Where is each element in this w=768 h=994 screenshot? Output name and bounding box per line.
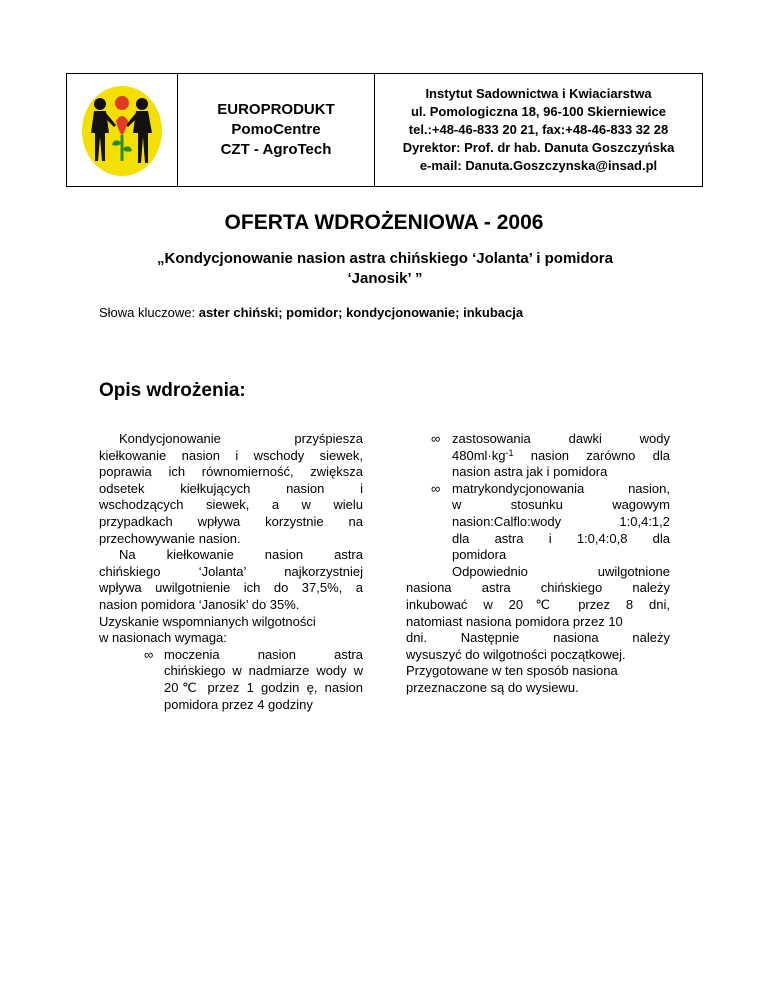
institute-name: Instytut Sadownictwa i Kwiaciarstwa [425,86,652,101]
bullet-item [99,647,363,713]
paragraph-line: w nasionach wymaga: [99,630,227,646]
unit-text: 480ml·kg [452,447,506,463]
keywords [99,305,523,320]
bullet-item [406,481,670,564]
paragraph-line: kiełkowanie nasion i wschody siewek, [99,447,363,463]
institute-logo [78,81,166,179]
bullet-line: nasion:Calflo:wody 1:0,4:1,2 [452,513,670,529]
institute-address: ul. Pomologiczna 18, 96-100 Skierniewice [410,104,667,119]
bullet-icon: ∞ [431,480,441,496]
paragraph-line: wpływa uwilgotnienie ich do 37,5%, a [99,580,363,596]
paragraph-line: dni. Następnie nasiona należy [406,630,670,646]
paragraph-line: Kondycjonowanie przyśpiesza [119,431,363,446]
section-title: Opis wdrożenia: [99,380,246,401]
paragraph-line: Odpowiednio uwilgotnione [452,563,670,579]
org-line: PomoCentre [231,121,321,138]
paragraph-line: przypadkach wpływa korzystnie na [99,513,363,529]
paragraph-line: przeznaczone są do wysiewu. [406,679,579,695]
header-table [66,73,703,187]
keywords-label: Słowa kluczowe: [99,305,199,320]
institute-phone: tel.:+48-46-833 20 21, fax:+48-46-833 32 28 [408,122,669,137]
bullet-icon: ∞ [431,431,441,446]
keywords-value: aster chiński; pomidor; kondycjonowanie; inkubacja [198,305,524,320]
institute-director: Dyrektor: Prof. dr hab. Danuta Goszczyńska [402,140,675,155]
bullet-line: nasion astra jak i pomidora [452,464,608,480]
institute-cell [375,74,702,186]
subtitle [100,249,670,289]
unit-exponent: -1 [505,447,514,458]
bullet-line: matrykondycjonowania nasion, [452,480,670,496]
org-line: CZT - AgroTech [220,141,332,158]
org-line: EUROPRODUKT [217,101,335,118]
bullet-line: w stosunku wagowym [452,497,670,513]
left-column [99,431,363,713]
paragraph-line: chińskiego ‘Jolanta’ najkorzystniej [99,563,363,579]
bullet-line: dla astra i 1:0,4:0,8 dla [452,530,670,546]
subtitle-line: „Kondycjonowanie nasion astra chińskiego ‘Jolanta’ i pomidora [157,250,613,267]
bullet-line: moczenia nasion astra [164,646,363,662]
bullet-line: pomidora [452,547,507,563]
paragraph-line: nasion pomidora ‘Janosik’ do 35%. [99,596,300,612]
paragraph-line: wschodzących siewek, a w wielu [99,497,363,513]
paragraph-line: wysuszyć do wilgotności początkowej. [406,646,626,662]
paragraph-line: poprawia ich równomierność, zwiększa [99,464,363,480]
bullet-line: zastosowania dawki wody [452,431,670,446]
paragraph-line: nasiona astra chińskiego należy [406,580,670,596]
org-cell [178,74,375,186]
paragraph-line: Na kiełkowanie nasion astra [119,547,363,563]
bullet-line [452,448,670,465]
bullet-line: pomidora przez 4 godziny [164,696,313,712]
page-title: OFERTA WDROŻENIOWA - 2006 [224,211,544,234]
logo-cell [67,74,178,186]
paragraph-line: Uzyskanie wspomnianych wilgotności [99,613,316,629]
bullet-item [406,431,670,481]
paragraph-line: inkubować w 20℃ przez 8 dni, [406,596,670,612]
paragraph-line: przechowywanie nasion. [99,530,241,546]
paragraph-line: Przygotowane w ten sposób nasiona [406,663,618,679]
institute-email: e-mail: Danuta.Goszczynska@insad.pl [419,158,658,173]
right-column [406,431,670,697]
bullet-line: 20℃ przez 1 godzin ę, nasion [164,679,363,695]
paragraph-line: odsetek kiełkujących nasion i [99,480,363,496]
paragraph-line: natomiast nasiona pomidora przez 10 [406,613,623,629]
bullet-line: chińskiego w nadmiarze wody w [164,663,363,679]
bullet-line-rest: nasion zarówno dla [513,447,670,463]
subtitle-line: ‘Janosik’ ” [347,270,423,287]
bullet-icon: ∞ [144,646,154,662]
